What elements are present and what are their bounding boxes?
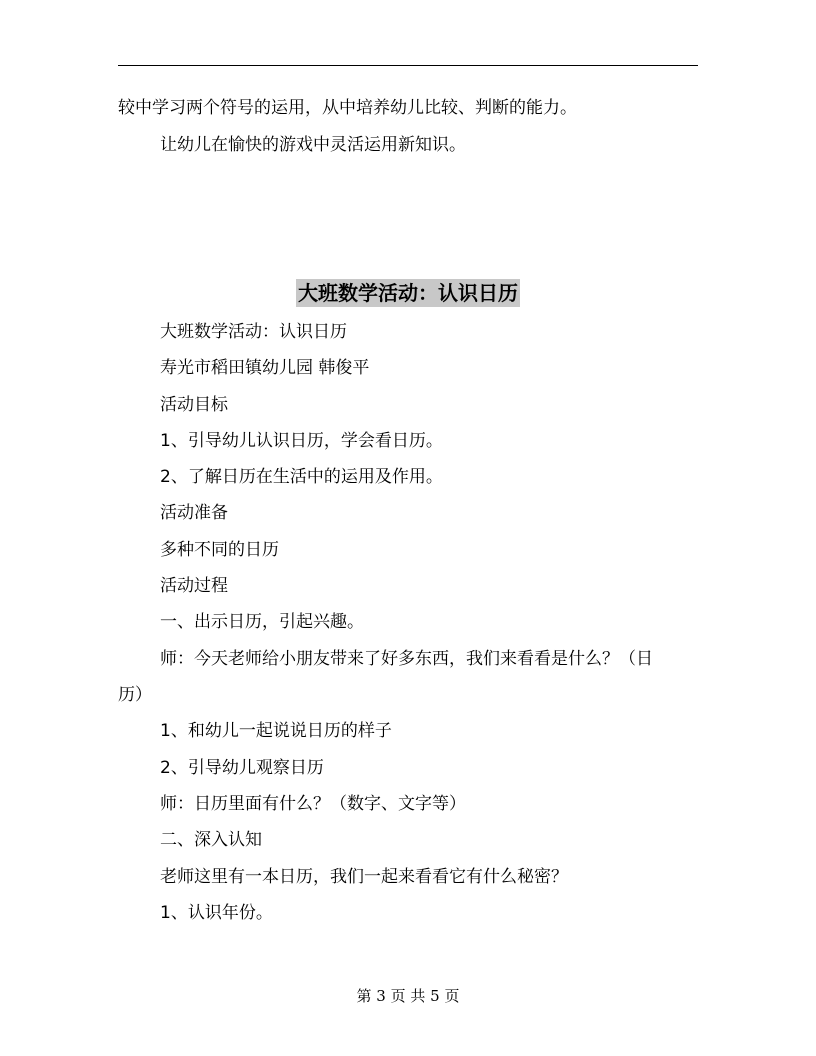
body-line: 寿光市稻田镇幼儿园 韩俊平	[160, 358, 370, 378]
header-rule	[118, 65, 698, 66]
body-line: 历）	[118, 685, 152, 705]
document-title: 大班数学活动：认识日历	[298, 281, 518, 305]
intro-line-2: 让幼儿在愉快的游戏中灵活运用新知识。	[160, 135, 466, 155]
body-line: 师：今天老师给小朋友带来了好多东西，我们来看看是什么？（日	[160, 649, 653, 669]
body-line: 2、了解日历在生活中的运用及作用。	[160, 467, 443, 487]
body-line: 一、出示日历，引起兴趣。	[160, 612, 364, 632]
intro-line-1: 较中学习两个符号的运用，从中培养幼儿比较、判断的能力。	[118, 98, 577, 118]
body-line: 1、引导幼儿认识日历，学会看日历。	[160, 431, 443, 451]
section-heading: 活动过程	[160, 576, 228, 596]
title-container	[0, 279, 816, 307]
body-line: 多种不同的日历	[160, 540, 279, 560]
body-line: 1、认识年份。	[160, 903, 273, 923]
body-line: 2、引导幼儿观察日历	[160, 758, 324, 778]
section-heading: 活动目标	[160, 395, 228, 415]
body-line: 老师这里有一本日历，我们一起来看看它有什么秘密？	[160, 867, 568, 887]
section-heading: 活动准备	[160, 503, 228, 523]
page-number: 第 3 页 共 5 页	[356, 987, 460, 1005]
body-line: 1、和幼儿一起说说日历的样子	[160, 721, 392, 741]
section-heading: 二、深入认知	[160, 830, 262, 850]
body-line: 师：日历里面有什么？（数字、文字等）	[160, 794, 466, 814]
body-line: 大班数学活动：认识日历	[160, 322, 347, 342]
